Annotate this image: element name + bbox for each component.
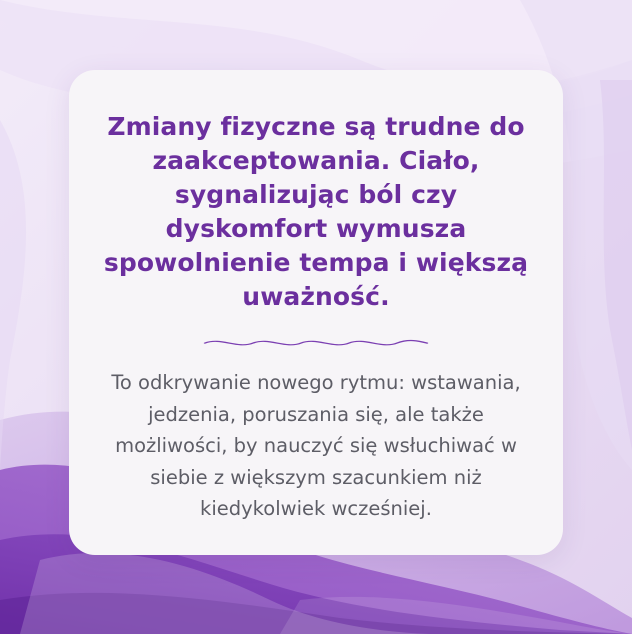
wavy-line-divider-icon (201, 336, 431, 349)
card-body-text: To odkrywanie nowego rytmu: wstawania, jedzenia, poruszania się, ale także możliwości, by nauczyć się wsłuchiwać w siebie z większym szacunkiem niż kiedykolwiek wcześniej. (111, 371, 521, 521)
quote-card (69, 70, 563, 555)
card-headline: Zmiany fizyczne są trudne do zaakceptowania. Ciało, sygnalizując ból czy dyskomfort wymusza spowolnienie tempa i większą uważność. (103, 112, 529, 311)
